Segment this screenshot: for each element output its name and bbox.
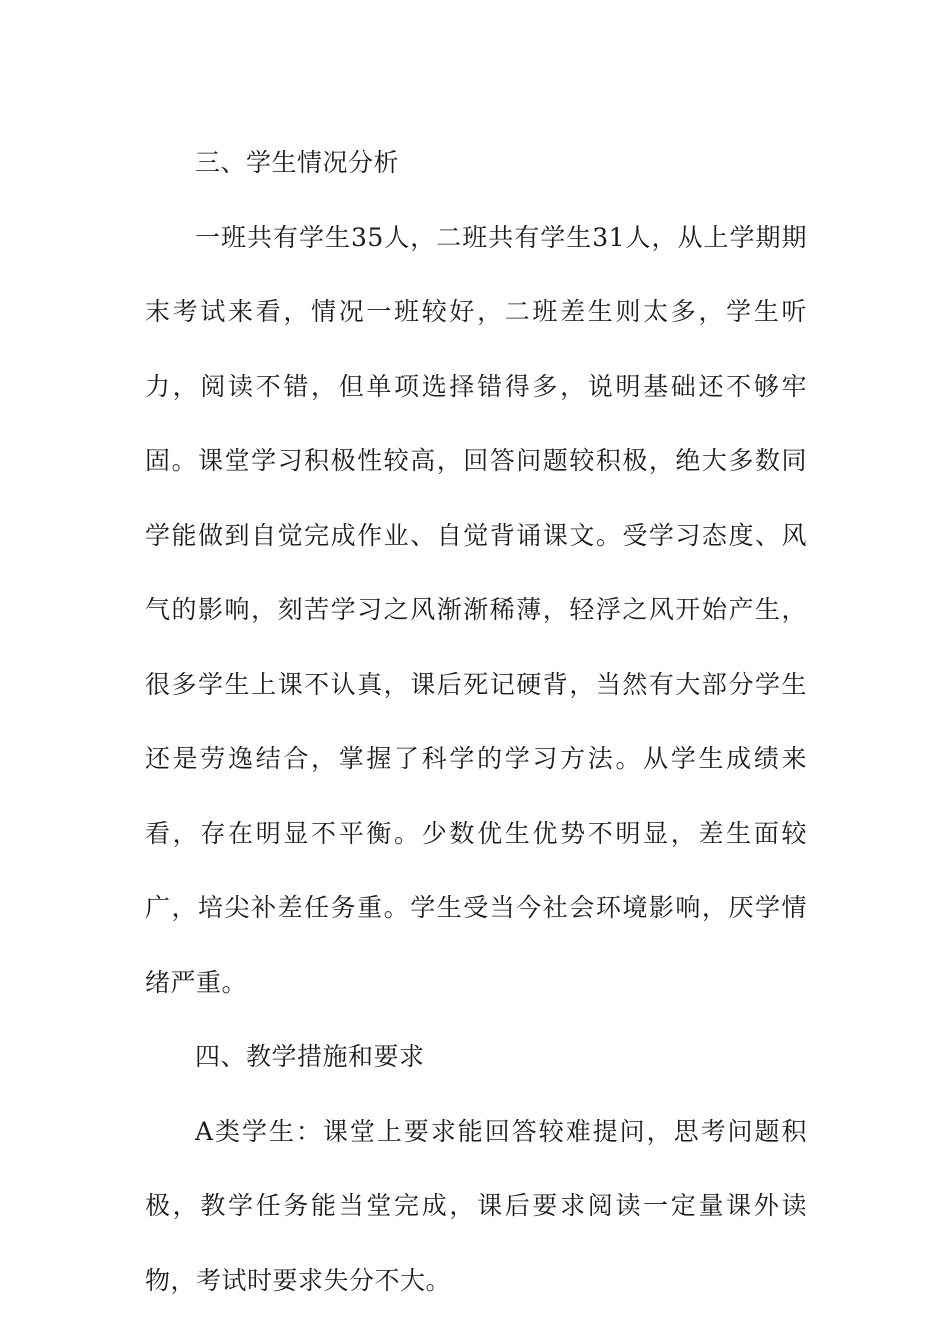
section-heading-teaching-measures: 四、教学措施和要求 [195, 1042, 425, 1071]
section-heading-student-analysis: 三、学生情况分析 [195, 148, 400, 177]
paragraph-class-a-students: A类学生：课堂上要求能回答较难提问，思考问题积极，教学任务能当堂完成，课后要求阅读一定量课外读物，考试时要求失分不大。 [145, 1116, 807, 1295]
document-body [145, 126, 807, 1318]
paragraph-student-analysis: 一班共有学生35人，二班共有学生31人，从上学期期末考试来看，情况一班较好，二班差生则太多，学生听力，阅读不错，但单项选择错得多，说明基础还不够牢固。课堂学习积极性较高，回答问题较积极，绝大多数同学能做到自觉完成作业、自觉背诵课文。受学习态度、风气的影响，刻苦学习之风渐渐稀薄，轻浮之风开始产生，很多学生上课不认真，课后死记硬背，当然有大部分学生还是劳逸结合，掌握了科学的学习方法。从学生成绩来看，存在明显不平衡。少数优生优势不明显，差生面较广，培尖补差任务重。学生受当今社会环境影响，厌学情绪严重。 [145, 222, 807, 997]
